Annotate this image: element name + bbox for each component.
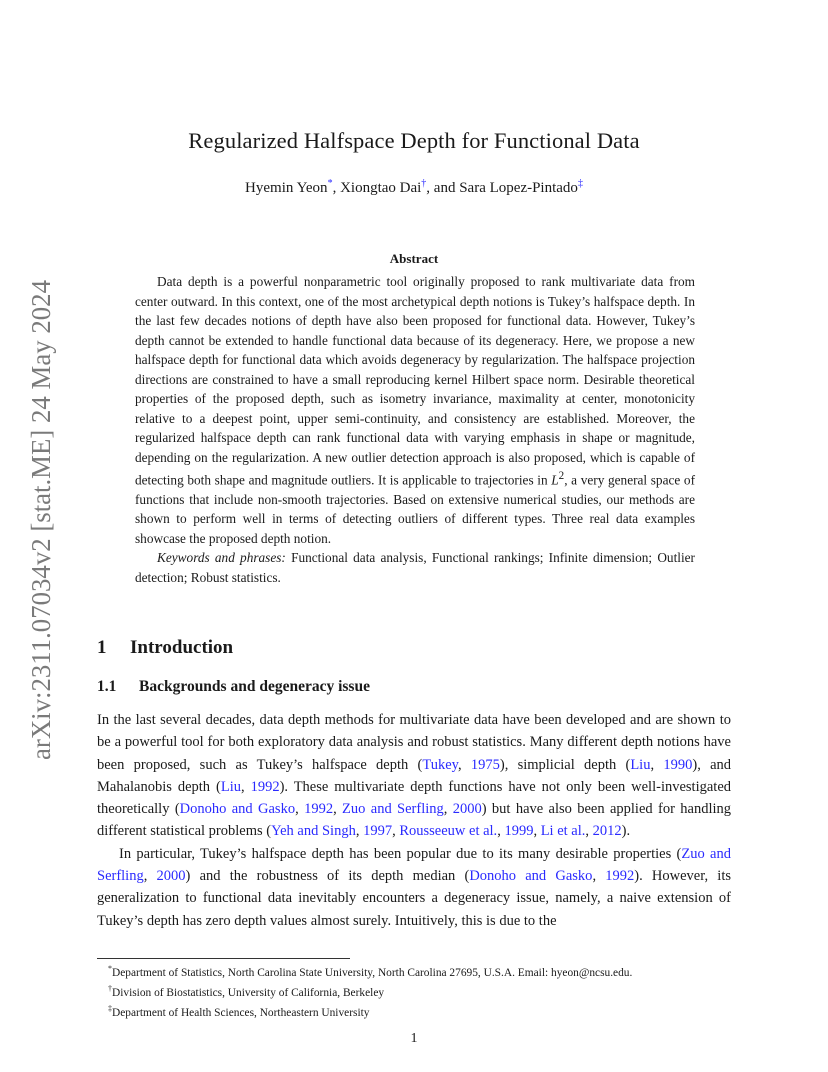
footnotes [108,961,632,1020]
footnote [108,981,632,1001]
citation-link[interactable]: Zuo and Serfling [342,801,444,818]
paragraph-text: ). However, its generalization to functional data inevitably encounters a degeneracy issue, namely, a naive extension of Tukey’s depth has zero depth values almost surely. Intuitively, this is due to the [97,868,732,929]
arxiv-stamp-svg [17,280,59,760]
footnote-text: Department of Statistics, North Carolina State University, North Carolina 27695, U.S.A. Email: hyeon@ncsu.edu. [112,966,633,979]
paragraph-text: , [592,868,606,885]
paragraph-text: ) and the robustness of its depth median ( [185,868,470,885]
footnote-text: Division of Biostatistics, University of California, Berkeley [112,986,385,999]
paragraph-text: , [443,801,453,818]
keywords-line [135,548,695,587]
arxiv-stamp-text: arXiv:2311.07034v2 [stat.ME] 24 May 2024 [26,280,56,760]
citation-link[interactable]: Donoho and Gasko [179,801,296,818]
citation-link[interactable]: Liu [630,756,651,773]
l2-symbol: L [551,472,559,488]
paragraph-text: , [650,756,664,773]
paragraph-text: , [295,801,305,818]
subsection-number: 1.1 [97,678,117,695]
section-heading-introduction [97,637,233,659]
citation-link[interactable]: 2000 [156,868,186,885]
subsection-title: Backgrounds and degeneracy issue [139,678,370,695]
author-footnote-link[interactable]: † [421,178,427,189]
citation-link[interactable]: 1992 [250,778,280,795]
citation-link[interactable]: 2000 [452,801,482,818]
body-paragraph-2 [97,843,731,932]
abstract-paragraph [135,272,695,548]
paragraph-text: In particular, Tukey’s halfspace depth has been popular due to its many desirable properties ( [119,845,682,862]
citation-link[interactable]: 2012 [592,823,622,840]
paragraph-text: , [143,868,157,885]
citation-link[interactable]: Rousseeuw et al. [399,823,498,840]
paragraph-text: , [333,801,343,818]
author-footnote-link[interactable]: ‡ [577,178,583,189]
citation-link[interactable]: Tukey [422,756,458,773]
paragraph-text: In the last several decades, data depth methods for multivariate data have been developed and are shown to be a powerful tool for both exploratory data analysis and robust statistics. Many different depth notions have been proposed, such as Tukey’s halfspace depth ( [97,712,731,773]
citation-link[interactable]: 1992 [605,868,635,885]
citation-link[interactable]: 1975 [470,756,500,773]
paragraph-text: , [392,823,400,840]
abstract-text-part2: , a very general space of functions that include non-smooth trajectories. Based on extensive numerical studies, our methods are shown to perform well in terms of detecting outliers of different types. Three real data examples showcase the proposed depth notion. [135,472,696,546]
footnote-divider [97,958,350,959]
keywords-text: Functional data analysis, Functional rankings; Infinite dimension; Outlier detection; Robust statistics. [135,550,695,585]
paragraph-text: ). [621,823,631,840]
body-paragraph-1 [97,709,731,843]
paragraph-text: ) but have also been applied for handling different statistical problems ( [97,801,732,840]
section-number: 1 [97,637,107,658]
paragraph-text: ), and Mahalanobis depth ( [97,756,732,795]
paragraph-text: , [457,756,471,773]
citation-link[interactable]: 1997 [363,823,393,840]
abstract-heading: Abstract [389,251,439,266]
arxiv-identifier-stamp [17,280,59,760]
l2-exponent: 2 [558,470,565,482]
paragraph-text: , [497,823,505,840]
citation-link[interactable]: Liu [220,778,241,795]
author-separator: , [332,180,341,196]
section-title: Introduction [130,637,234,658]
keywords-label: Keywords and phrases: [157,550,286,566]
citation-link[interactable]: 1992 [304,801,334,818]
citation-link[interactable]: Donoho and Gasko [469,868,593,885]
citation-link[interactable]: Li et al. [540,823,586,840]
author-separator: , and [426,180,460,196]
author-footnote-link[interactable]: * [327,178,333,189]
paragraph-text: ). These multivariate depth functions have not only been well-investigated theoretically ( [97,778,732,818]
abstract-text-part1: Data depth is a powerful nonparametric tool originally proposed to rank multivariate data from center outward. In this context, one of the most archetypical depth notions is Tukey’s halfspace depth. In the last few decades notions of depth have also been proposed for functional data. However, Tukey’s depth cannot be extended to handle functional data because of its degeneracy. Here, we propose a new halfspace depth for functional data which avoids degeneracy by regularization. The halfspace projection directions are constrained to have a small reproducing kernel Hilbert space norm. Desirable theoretical properties of the proposed depth, such as isometry invariance, maximality at center, monotonicity relative to a deepest point, upper semi-continuity, and consistency are established. Moreover, the regularized halfspace depth can rank functional data with varying emphasis in shape or magnitude, depending on the regularization. A new outlier detection approach is also proposed, which is capable of detecting both shape and magnitude outliers. It is applicable to trajectories in [135,274,695,488]
author-list [0,178,828,197]
citation-link[interactable]: 1990 [663,756,693,773]
author-name: Xiongtao Dai [340,180,422,196]
abstract-body [135,272,695,587]
paragraph-text: , [585,823,593,840]
paragraph-text: , [240,778,251,795]
paragraph-text: , [355,823,364,840]
footnote-mark: * [108,964,112,973]
paragraph-text: , [533,823,541,840]
footnote-mark: ‡ [108,1003,112,1013]
footnote [108,961,632,981]
footnote-text: Department of Health Sciences, Northeastern University [112,1006,370,1019]
author-name: Hyemin Yeon [245,180,328,196]
citation-link[interactable]: 1999 [504,823,534,840]
footnote [108,1001,632,1021]
paragraph-text: ), simplicial depth ( [499,756,631,773]
footnote-mark: † [108,983,112,993]
body-text [97,709,731,932]
citation-link[interactable]: Yeh and Singh [271,823,356,840]
paper-title: Regularized Halfspace Depth for Functional Data [188,128,640,153]
page-number: 1 [410,1031,418,1046]
author-name: Sara Lopez-Pintado [459,180,578,196]
citation-link[interactable]: Zuo and Serfling [97,845,731,885]
subsection-heading-backgrounds [97,678,370,696]
